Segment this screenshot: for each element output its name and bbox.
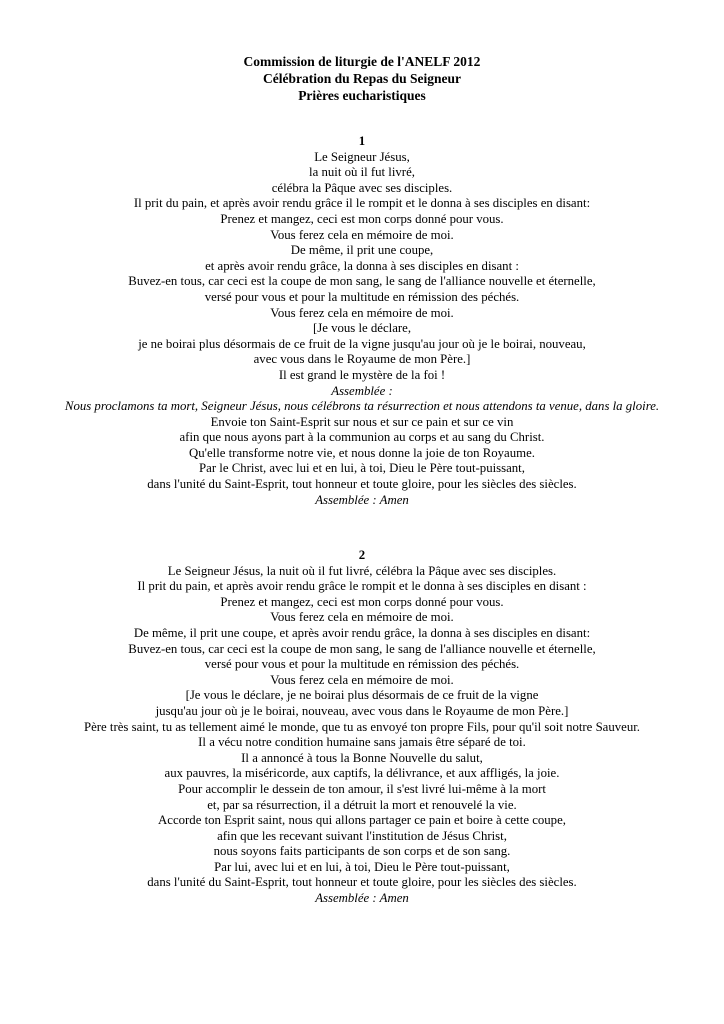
prayer-line: Il est grand le mystère de la foi ! <box>278 367 446 382</box>
assembly-response-line: Assemblée : Amen <box>315 891 409 906</box>
prayer-line: Il prit du pain, et après avoir rendu grâce le rompit et le donna à ses disciples en disant : <box>137 579 587 594</box>
prayer-lines <box>0 564 724 907</box>
prayer-section-2 <box>0 548 724 907</box>
prayer-line: Envoie ton Saint-Esprit sur nous et sur ce pain et sur ce vin <box>210 414 514 429</box>
prayer-line: je ne boirai plus désormais de ce fruit de la vigne jusqu'au jour où je le boirai, nouveau, <box>138 336 586 351</box>
assembly-response-line: Assemblée : Amen <box>315 492 409 507</box>
prayer-line: et, par sa résurrection, il a détruit la mort et renouvelé la vie. <box>207 797 517 812</box>
prayer-line: aux pauvres, la miséricorde, aux captifs, la délivrance, et aux affligés, la joie. <box>164 766 560 781</box>
prayer-line: afin que les recevant suivant l'institution de Jésus Christ, <box>217 828 507 843</box>
prayer-line: Vous ferez cela en mémoire de moi. <box>270 610 454 625</box>
prayer-line: De même, il prit une coupe, et après avoir rendu grâce, la donna à ses disciples en disant: <box>133 625 591 640</box>
header-commission-title: Commission de liturgie de l'ANELF 2012 <box>243 54 481 69</box>
prayer-line: Vous ferez cela en mémoire de moi. <box>270 305 454 320</box>
header-prayers-title: Prières eucharistiques <box>298 88 426 103</box>
prayer-line: versé pour vous et pour la multitude en rémission des péchés. <box>204 289 520 304</box>
prayer-line: afin que nous ayons part à la communion au corps et au sang du Christ. <box>179 430 545 445</box>
prayer-line: Qu'elle transforme notre vie, et nous donne la joie de ton Royaume. <box>189 445 535 460</box>
header-celebration-title: Célébration du Repas du Seigneur <box>262 71 462 86</box>
prayer-line: Il a vécu notre condition humaine sans jamais être séparé de toi. <box>198 735 526 750</box>
prayer-line: Il a annoncé à tous la Bonne Nouvelle du salut, <box>241 750 483 765</box>
prayer-line: Vous ferez cela en mémoire de moi. <box>270 227 454 242</box>
assembly-response-line: Assemblée : <box>331 383 393 398</box>
prayer-line: [Je vous le déclare, <box>312 321 412 336</box>
prayer-line: Par le Christ, avec lui et en lui, à toi, Dieu le Père tout-puissant, <box>199 461 525 476</box>
assembly-response-line: Nous proclamons ta mort, Seigneur Jésus, nous célébrons ta résurrection et nous attendons ta venue, dans la gloire. <box>64 399 660 414</box>
prayer-line: Le Seigneur Jésus, <box>314 149 410 164</box>
prayer-line: célébra la Pâque avec ses disciples. <box>271 180 453 195</box>
prayer-line: Accorde ton Esprit saint, nous qui allons partager ce pain et boire à cette coupe, <box>158 813 566 828</box>
prayer-line: Le Seigneur Jésus, la nuit où il fut livré, célébra la Pâque avec ses disciples. <box>167 563 557 578</box>
prayer-line: [Je vous le déclare, je ne boirai plus désormais de ce fruit de la vigne <box>185 688 539 703</box>
prayer-line: De même, il prit une coupe, <box>290 243 434 258</box>
prayer-line: versé pour vous et pour la multitude en rémission des péchés. <box>204 657 520 672</box>
prayer-lines <box>0 150 724 509</box>
prayer-line: dans l'unité du Saint-Esprit, tout honneur et toute gloire, pour les siècles des siècles. <box>147 875 577 890</box>
prayer-line: Buvez-en tous, car ceci est la coupe de mon sang, le sang de l'alliance nouvelle et éternelle, <box>128 274 596 289</box>
prayer-line: la nuit où il fut livré, <box>309 165 415 180</box>
prayer-line: Prenez et mangez, ceci est mon corps donné pour vous. <box>220 211 504 226</box>
prayer-line: dans l'unité du Saint-Esprit, tout honneur et toute gloire, pour les siècles des siècles. <box>147 477 577 492</box>
prayer-line: Vous ferez cela en mémoire de moi. <box>270 672 454 687</box>
prayer-line: Père très saint, tu as tellement aimé le monde, que tu as envoyé ton propre Fils, pour qu'il soit notre Sauveur. <box>83 719 640 734</box>
prayer-line: jusqu'au jour où je le boirai, nouveau, avec vous dans le Royaume de mon Père.] <box>155 703 569 718</box>
prayer-line: et après avoir rendu grâce, la donna à ses disciples en disant : <box>205 258 519 273</box>
prayer-line: Il prit du pain, et après avoir rendu grâce il le rompit et le donna à ses disciples en disant: <box>133 196 591 211</box>
section-number: 1 <box>358 134 366 148</box>
prayer-section-1 <box>0 134 724 508</box>
prayer-line: Buvez-en tous, car ceci est la coupe de mon sang, le sang de l'alliance nouvelle et éternelle, <box>128 641 596 656</box>
prayer-line: Prenez et mangez, ceci est mon corps donné pour vous. <box>220 594 504 609</box>
document-header <box>0 53 724 104</box>
section-number: 2 <box>358 548 366 562</box>
prayer-line: nous soyons faits participants de son corps et de son sang. <box>213 844 511 859</box>
prayer-line: Par lui, avec lui et en lui, à toi, Dieu le Père tout-puissant, <box>214 859 510 874</box>
prayer-line: avec vous dans le Royaume de mon Père.] <box>253 352 471 367</box>
prayer-line: Pour accomplir le dessein de ton amour, il s'est livré lui-même à la mort <box>178 781 546 796</box>
